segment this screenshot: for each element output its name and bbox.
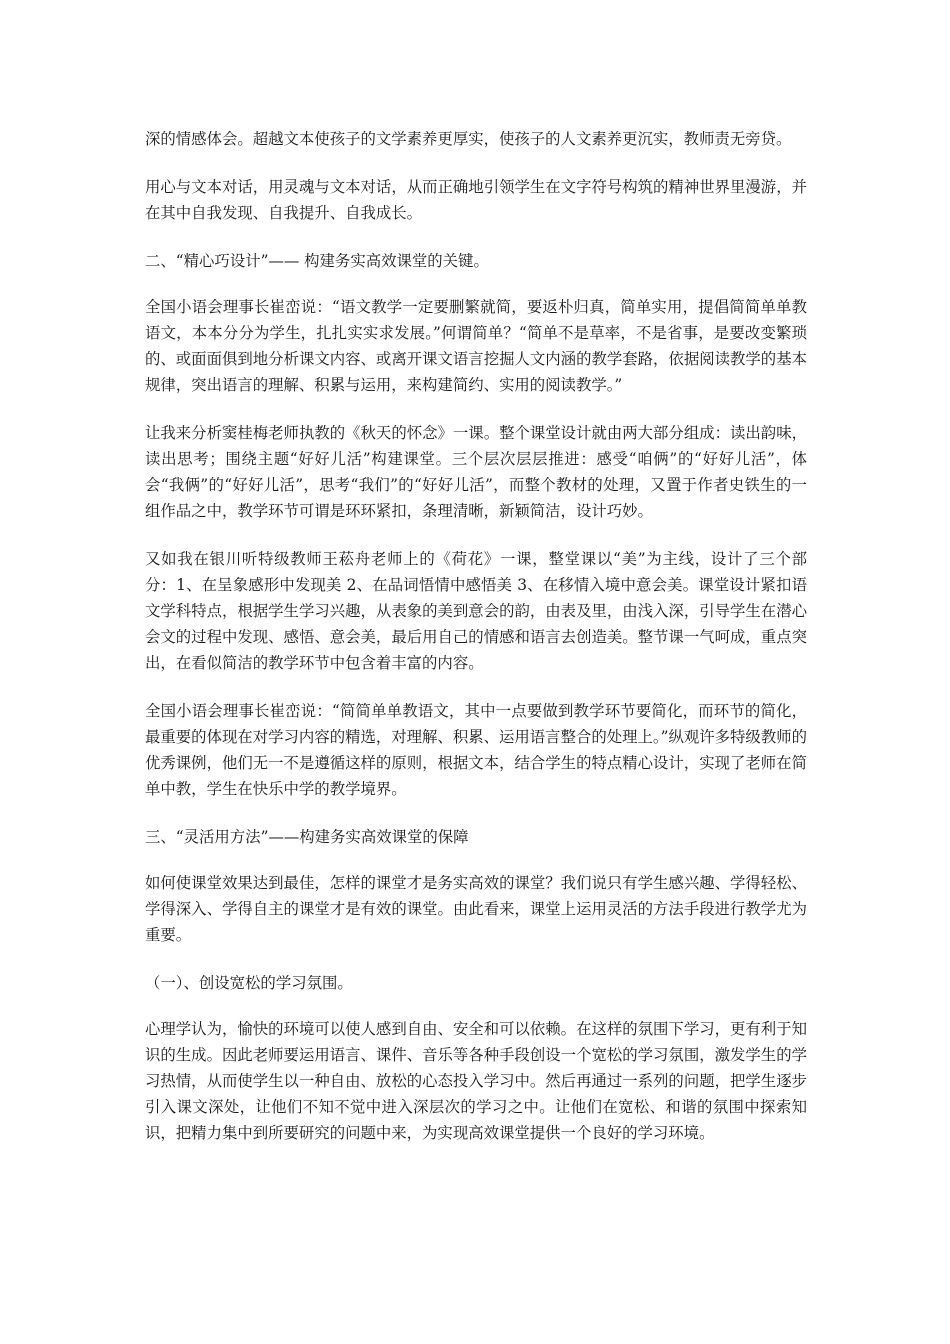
paragraph-lotus-example: 又如我在银川听特级教师王菘舟老师上的《荷花》一课，整堂课以“美”为主线，设计了三个部分：1、在呈象感形中发现美 2、在品词悟情中感悟美 3、在移情入境中意会美。课堂设计紧扣语文学科特点，根据学生学习兴趣，从表象的美到意会的韵，由表及里，由浅入深，引导学生在潜心会文的过程中发现、感悟、意会美，最后用自己的情感和语言去创造美。整节课一气呵成，重点突出，在看似简洁的教学环节中包含着丰富的内容。 bbox=[145, 550, 807, 672]
paragraph-dialogue-with-text: 用心与文本对话，用灵魂与文本对话，从而正确地引领学生在文字符号构筑的精神世界里漫游，并在其中自我发现、自我提升、自我成长。 bbox=[145, 178, 807, 222]
paragraph-continuation: 深的情感体会。超越文本使孩子的文学素养更厚实，使孩子的人文素养更沉实，教师责无旁贷。 bbox=[145, 130, 792, 148]
section-heading-2: 二、“精心巧设计”—— 构建务实高效课堂的关键。 bbox=[145, 252, 489, 270]
subsection-heading-1: （一）、创设宽松的学习氛围。 bbox=[145, 974, 353, 992]
paragraph-learning-atmosphere: 心理学认为，愉快的环境可以使人感到自由、安全和可以依赖。在这样的氛围下学习，更有利于知识的生成。因此老师要运用语言、课件、音乐等各种手段创设一个宽松的学习氛围，激发学生的学习热情，从而使学生以一种自由、放松的心态投入学习中。然后再通过一系列的问题，把学生逐步引入课文深处，让他们不知不觉中进入深层次的学习之中。让他们在宽松、和谐的氛围中探索知识，把精力集中到所要研究的问题中来，为实现高效课堂提供一个良好的学习环境。 bbox=[145, 1020, 807, 1142]
section-heading-3: 三、“灵活用方法”——构建务实高效课堂的保障 bbox=[145, 828, 469, 846]
document-body bbox=[145, 126, 807, 1168]
paragraph-effective-classroom: 如何使课堂效果达到最佳，怎样的课堂才是务实高效的课堂？我们说只有学生感兴趣、学得轻松、学得深入、学得自主的课堂才是有效的课堂。由此看来，课堂上运用灵活的方法手段进行教学尤为重要。 bbox=[145, 874, 807, 944]
paragraph-cui-luan-quote-1: 全国小语会理事长崔峦说：“语文教学一定要删繁就简，要返朴归真，简单实用，提倡简简单单教语文，本本分分为学生，扎扎实实求发展。”何谓简单？“简单不是草率，不是省事，是要改变繁琐的、或面面俱到地分析课文内容、或离开课文语言挖掘人文内涵的教学套路，依据阅读教学的基本规律，突出语言的理解、积累与运用，来构建简约、实用的阅读教学。” bbox=[145, 298, 807, 394]
paragraph-cui-luan-quote-2: 全国小语会理事长崔峦说：“简简单单教语文，其中一点要做到教学环节要简化，而环节的简化，最重要的体现在对学习内容的精选，对理解、积累、运用语言整合的处理上。”纵观许多特级教师的优秀课例，他们无一不是遵循这样的原则，根据文本，结合学生的特点精心设计，实现了老师在简单中教，学生在快乐中学的教学境界。 bbox=[145, 702, 807, 798]
paragraph-dou-guimei-example: 让我来分析窦桂梅老师执教的《秋天的怀念》一课。整个课堂设计就由两大部分组成：读出韵味，读出思考；围绕主题“好好儿活”构建课堂。三个层次层层推进：感受“咱俩”的“好好儿活”，体会“我俩”的“好好儿活”，思考“我们”的“好好儿活”，而整个教材的处理，又置于作者史铁生的一组作品之中，教学环节可谓是环环紧扣，条理清晰，新颖简洁，设计巧妙。 bbox=[145, 424, 807, 520]
